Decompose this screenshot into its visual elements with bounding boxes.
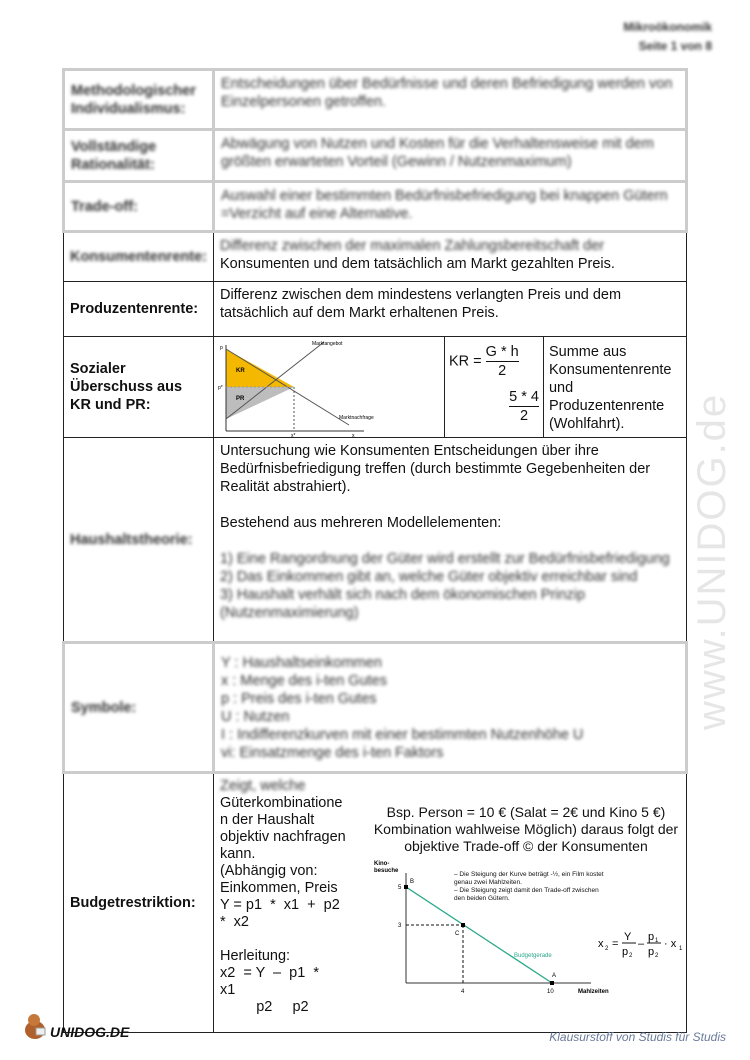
table-row [64, 232, 687, 282]
definitions-table [62, 68, 688, 1033]
svg-text:p: p [621, 946, 629, 958]
table-row [64, 130, 687, 182]
ytick: 5 [397, 885, 402, 891]
svg-text:2: 2 [654, 953, 659, 959]
text-line: x2 = Y – p1 * [219, 965, 319, 981]
svg-text:1: 1 [654, 938, 659, 944]
point-b-label: B [409, 879, 414, 885]
point-a-label: A [551, 973, 556, 979]
kr-formula [445, 337, 544, 437]
symbols-list [213, 643, 686, 773]
definition-text: Konsumenten und dem tatsächlich am Markt gezahlten Preis. [219, 256, 615, 272]
formula-lhs: KR = [448, 353, 482, 370]
term: Methodologischer Individualismus: [64, 70, 214, 130]
p-label: p [219, 345, 223, 351]
chart-notes: – Die Steigung der Kurve beträgt -½, ein Film kostet genau zwei Mahlzeiten. – Die Steigung zeigt damit den Trade-off zwischen den beiden Gütern. [453, 871, 604, 902]
text-line: kann. [219, 846, 256, 862]
term: Budgetrestriktion: [64, 773, 214, 1033]
table-row [64, 773, 687, 1033]
svg-text:2: 2 [604, 946, 609, 952]
point-a [550, 981, 554, 985]
svg-text:p: p [647, 931, 655, 943]
definition: Auswahl einer bestimmten Bedürfnisbefriedigung bei knappen Gütern =Verzicht auf eine Alternative. [213, 182, 686, 232]
x-label: x [351, 433, 355, 437]
budget-formula [598, 931, 683, 959]
social-surplus-cell [213, 337, 686, 438]
term: Symbole: [64, 643, 214, 773]
svg-text:· x: · x [663, 938, 677, 950]
list-item: 3) Haushalt verhält sich nach dem ökonomischen Prinzip (Nutzenmaximierung) [219, 587, 586, 621]
text-line: n der Haushalt [219, 812, 315, 828]
note: Die Steigung der Kurve beträgt -½, ein Film kostet genau zwei Mahlzeiten. [453, 871, 604, 886]
supply-label: Marktangebot [311, 341, 343, 347]
unidog-logo [22, 1012, 129, 1040]
svg-text:–: – [637, 938, 645, 950]
text-line: objektiv nachfragen [219, 829, 346, 845]
term: Haushaltstheorie: [64, 438, 214, 643]
subject-title: Mikroökonomik [623, 20, 712, 34]
x-axis-label: Mahlzeiten [577, 989, 609, 995]
surplus-description: Summe aus Konsumentenrente und Produzentenrente (Wohlfahrt). [548, 344, 672, 432]
list-item: U : Nutzen [220, 708, 290, 725]
ytick: 3 [397, 923, 402, 929]
definition-blurred: Differenz zwischen der maximalen Zahlungsbereitschaft der [219, 238, 605, 254]
household-intro: Untersuchung wie Konsumenten Entscheidungen über ihre Bedürfnisbefriedigung treffen (durch bestimmte Gegebenheiten der Realität abstrahiert). [219, 443, 651, 495]
svg-text:1: 1 [678, 946, 683, 952]
surplus-chart [214, 337, 445, 437]
note: Die Steigung zeigt damit den Trade-off zwischen den beiden Gütern. [453, 887, 599, 902]
denominator: 2 [520, 408, 529, 424]
kr-label: KR [235, 368, 245, 374]
list-item: p : Preis des i-ten Gutes [220, 690, 377, 707]
definition: Differenz zwischen dem mindestens verlangten Preis und dem tatsächlich auf dem Markt erhaltenen Preis. [213, 282, 686, 337]
text-line: Güterkombinatione [219, 795, 343, 811]
dog-mascot-icon [22, 1012, 48, 1040]
term: Konsumentenrente: [64, 232, 214, 282]
text-line: p2 p2 [219, 999, 309, 1015]
list-item: x : Menge des i-ten Gutes [220, 672, 387, 689]
blurred-line: Zeigt, welche [219, 778, 306, 794]
text-line: * x2 [219, 914, 249, 930]
table-row [64, 282, 687, 337]
svg-text:x: x [597, 938, 604, 950]
footer-tagline: Klausurstoff von Studis für Studis [549, 1030, 726, 1044]
numerator: 5 * 4 [509, 389, 539, 405]
page-header [623, 18, 712, 56]
point-c-label: C [454, 931, 460, 937]
definition [213, 438, 686, 643]
definition: Entscheidungen über Bedürfnisse und deren Befriedigung werden von Einzelpersonen getroffen. [213, 70, 686, 130]
list-item: 1) Eine Rangordnung der Güter wird erstellt zur Bedürfnisbefriedigung [219, 551, 670, 567]
xtick: 4 [460, 989, 465, 995]
term: Trade-off: [64, 182, 214, 232]
page-number: Seite 1 von 8 [638, 39, 712, 53]
pr-label: PR [235, 396, 245, 402]
list-item: 2) Das Einkommen gibt an, welche Güter objektiv erreichbar sind [219, 569, 638, 585]
text-line: Herleitung: [219, 948, 291, 964]
budget-example [366, 774, 686, 1020]
definition [213, 232, 686, 282]
example-text: Bsp. Person = 10 € (Salat = 2€ und Kino 5 €) Kombination wahlweise Möglich) daraus folgt der objektive Trade-off © der Konsumenten [373, 804, 679, 854]
y-axis-label-2: besuche [373, 868, 399, 874]
demand-label: Marktnachfrage [338, 415, 374, 421]
xstar-label: x* [290, 433, 296, 437]
svg-text:2: 2 [628, 953, 633, 959]
text-line: Y = p1 * x1 + p2 [219, 897, 340, 913]
text-line: Einkommen, Preis [219, 880, 338, 896]
definition: Abwägung von Nutzen und Kosten für die Verhaltensweise mit dem größten erwarteten Vorteil (Gewinn / Nutzenmaximum) [213, 130, 686, 182]
term: Sozialer Überschuss aus KR und PR: [64, 337, 214, 438]
text-line: x1 [219, 982, 236, 998]
household-elements-heading: Bestehend aus mehreren Modellelementen: [219, 515, 502, 531]
xtick: 10 [546, 989, 554, 995]
table-row [64, 643, 687, 773]
table-row [64, 70, 687, 130]
svg-text:Y: Y [623, 931, 632, 943]
budget-text [214, 774, 366, 1020]
list-item: vi: Einsatzmenge des i-ten Faktors [220, 744, 444, 761]
budget-chart [366, 855, 686, 1000]
pstar-label: p* [217, 385, 223, 391]
numerator: G * h [485, 344, 519, 360]
text-line: (Abhängig von: [219, 863, 318, 879]
svg-text:p: p [647, 946, 655, 958]
table-row [64, 337, 687, 438]
svg-text:=: = [611, 938, 619, 950]
budget-line-label: Budgetgerade [513, 953, 552, 959]
point-b [404, 885, 408, 889]
watermark: www.UNIDOG.de [690, 392, 734, 730]
logo-text: UNIDOG.DE [50, 1024, 130, 1040]
term: Produzentenrente: [64, 282, 214, 337]
denominator: 2 [498, 363, 507, 379]
list-item: Y : Haushaltseinkommen [220, 654, 382, 671]
point-c [461, 923, 465, 927]
budget-cell [213, 773, 686, 1033]
term: Vollständige Rationalität: [64, 130, 214, 182]
household-items [220, 550, 680, 622]
y-axis-label: Kino- [373, 861, 390, 867]
table-row [64, 182, 687, 232]
list-item: I : Indifferenzkurven mit einer bestimmten Nutzenhöhe U [220, 726, 584, 743]
table-row [64, 438, 687, 643]
